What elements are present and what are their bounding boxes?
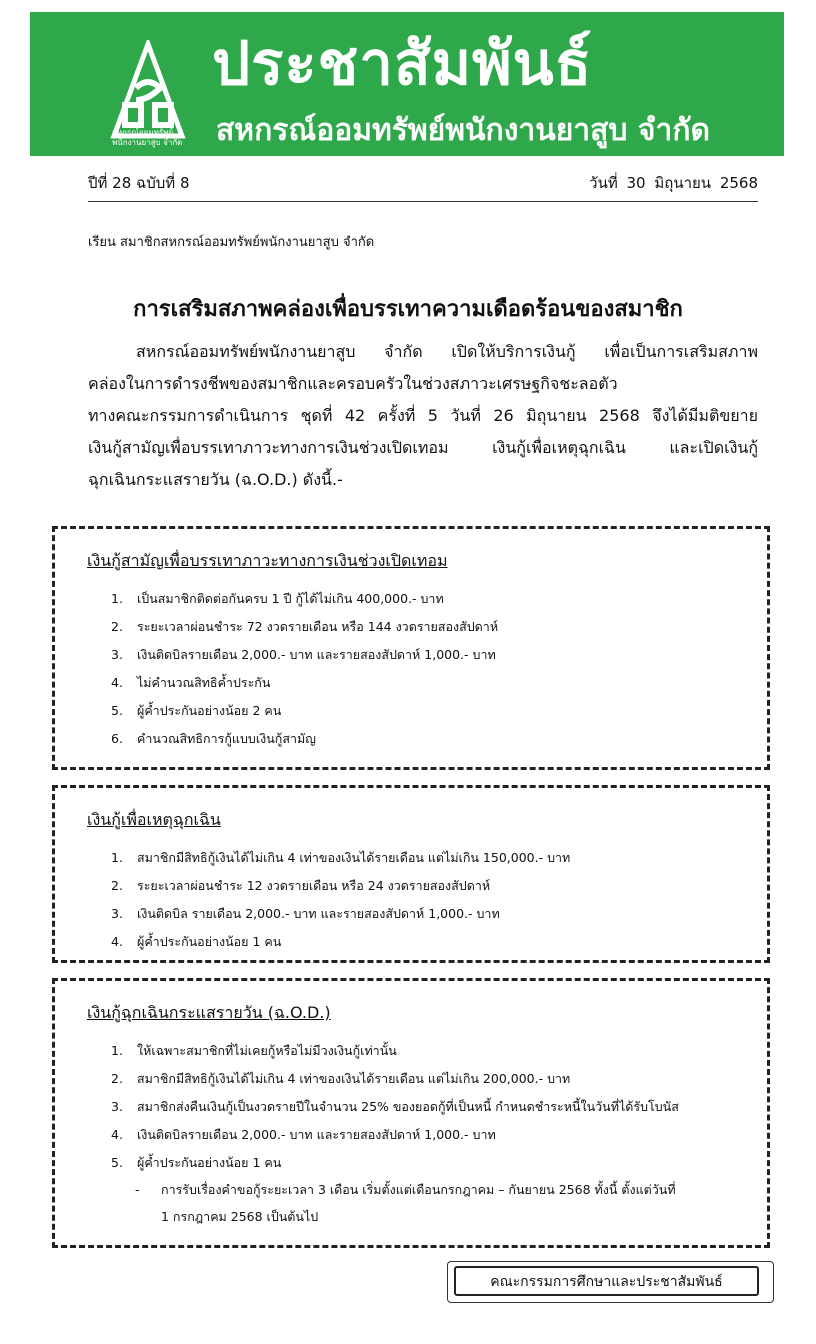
item-number: 2. xyxy=(111,619,123,634)
intro-paragraph xyxy=(88,336,758,496)
list-item xyxy=(111,641,498,669)
intro-line: เงินกู้สามัญเพื่อบรรเทาภาวะทางการเงินช่วงเปิดเทอม เงินกู้เพื่อเหตุฉุกเฉิน และเปิดเงินกู้ xyxy=(88,438,758,457)
section-overdraft-loan xyxy=(52,978,770,1248)
list-item xyxy=(111,669,498,697)
footer-committee: คณะกรรมการศึกษาและประชาสัมพันธ์ xyxy=(454,1266,759,1296)
logo-caption: สหกรณ์ออมทรัพย์ พนักงานยาสูบ จำกัด xyxy=(112,128,183,147)
divider xyxy=(88,201,758,202)
list-item xyxy=(111,1065,679,1093)
issue-volume: ปีที่ 28 ฉบับที่ 8 xyxy=(88,174,190,192)
intro-line: คล่องในการดำรงชีพของสมาชิกและครอบครัวในช่วงสภาวะเศรษฐกิจชะลอตัว xyxy=(88,374,618,393)
item-number: 1. xyxy=(111,591,123,606)
section-list xyxy=(111,844,570,956)
list-item xyxy=(111,725,498,753)
item-number: 5. xyxy=(111,1155,123,1170)
item-number: 1. xyxy=(111,1043,123,1058)
intro-line: ทางคณะกรรมการดำเนินการ ชุดที่ 42 ครั้งที่ 5 วันที่ 26 มิถุนายน 2568 จึงได้มีมติขยาย xyxy=(88,406,758,425)
list-item xyxy=(111,844,570,872)
intro-line: ฉุกเฉินกระแสรายวัน (ฉ.O.D.) ดังนี้.- xyxy=(88,470,343,489)
item-text: สมาชิกส่งคืนเงินกู้เป็นงวดรายปีในจำนวน 25% ของยอดกู้ที่เป็นหนี้ กำหนดชำระหนี้ในวันที่ได้รับโบนัส xyxy=(137,1099,679,1114)
item-text: ระยะเวลาผ่อนชำระ 72 งวดรายเดือน หรือ 144 งวดรายสองสัปดาห์ xyxy=(137,619,499,634)
item-text: เงินติดบิลรายเดือน 2,000.- บาท และรายสองสัปดาห์ 1,000.- บาท xyxy=(137,1127,496,1142)
salutation: เรียน สมาชิกสหกรณ์ออมทรัพย์พนักงานยาสูบ จำกัด xyxy=(88,235,375,250)
item-number: 6. xyxy=(111,731,123,746)
item-text: ให้เฉพาะสมาชิกที่ไม่เคยกู้หรือไม่มีวงเงินกู้เท่านั้น xyxy=(137,1043,397,1058)
item-text: คำนวณสิทธิการกู้แบบเงินกู้สามัญ xyxy=(137,731,316,746)
item-text: ผู้ค้ำประกันอย่างน้อย 1 คน xyxy=(137,934,282,949)
item-number: 3. xyxy=(111,1099,123,1114)
headline: การเสริมสภาพคล่องเพื่อบรรเทาความเดือดร้อนของสมาชิก xyxy=(133,297,683,322)
section-emergency-loan xyxy=(52,785,770,963)
item-text: สมาชิกมีสิทธิกู้เงินได้ไม่เกิน 4 เท่าของเงินได้รายเดือน แต่ไม่เกิน 150,000.- บาท xyxy=(137,850,571,865)
list-item xyxy=(111,928,570,956)
issue-info xyxy=(88,168,758,198)
banner-subtitle: สหกรณ์ออมทรัพย์พนักงานยาสูบ จำกัด xyxy=(216,113,710,148)
list-item xyxy=(111,1121,679,1149)
item-text: ระยะเวลาผ่อนชำระ 12 งวดรายเดือน หรือ 24 งวดรายสองสัปดาห์ xyxy=(137,878,491,893)
intro-line: สหกรณ์ออมทรัพย์พนักงานยาสูบ จำกัด เปิดให้บริการเงินกู้ เพื่อเป็นการเสริมสภาพ xyxy=(136,342,758,361)
list-item xyxy=(111,1037,679,1065)
item-text: ไม่คำนวณสิทธิค้ำประกัน xyxy=(137,675,271,690)
list-item xyxy=(111,1149,679,1177)
footer-signature-box xyxy=(447,1261,774,1303)
header-banner xyxy=(30,12,784,156)
item-number: 2. xyxy=(111,878,123,893)
note-text: 1 กรกฎาคม 2568 เป็นต้นไป xyxy=(161,1209,319,1224)
item-number: 1. xyxy=(111,850,123,865)
list-item xyxy=(111,872,570,900)
list-note xyxy=(111,1177,679,1203)
item-number: 3. xyxy=(111,906,123,921)
item-number: 4. xyxy=(111,1127,123,1142)
section-title: เงินกู้สามัญเพื่อบรรเทาภาวะทางการเงินช่วงเปิดเทอม xyxy=(87,551,448,570)
item-text: เงินติดบิล รายเดือน 2,000.- บาท และรายสองสัปดาห์ 1,000.- บาท xyxy=(137,906,500,921)
section-title: เงินกู้ฉุกเฉินกระแสรายวัน (ฉ.O.D.) xyxy=(87,1003,331,1022)
item-number: 5. xyxy=(111,703,123,718)
list-item xyxy=(111,900,570,928)
list-item xyxy=(111,1093,679,1121)
note-dash: - xyxy=(135,1182,140,1197)
note-text: การรับเรื่องคำขอกู้ระยะเวลา 3 เดือน เริ่มตั้งแต่เดือนกรกฎาคม – กันยายน 2568 ทั้งนี้ ตั้งแต่วันที่ xyxy=(161,1182,676,1197)
issue-date: วันที่ 30 มิถุนายน 2568 xyxy=(589,174,758,192)
item-text: เป็นสมาชิกติดต่อกันครบ 1 ปี กู้ได้ไม่เกิน 400,000.- บาท xyxy=(137,591,444,606)
item-number: 4. xyxy=(111,934,123,949)
section-title: เงินกู้เพื่อเหตุฉุกเฉิน xyxy=(87,810,221,829)
list-item xyxy=(111,613,498,641)
item-text: สมาชิกมีสิทธิกู้เงินได้ไม่เกิน 4 เท่าของเงินได้รายเดือน แต่ไม่เกิน 200,000.- บาท xyxy=(137,1071,571,1086)
item-number: 2. xyxy=(111,1071,123,1086)
list-item xyxy=(111,585,498,613)
section-regular-loan xyxy=(52,526,770,770)
list-note-continued xyxy=(111,1203,679,1231)
item-text: ผู้ค้ำประกันอย่างน้อย 1 คน xyxy=(137,1155,282,1170)
section-list xyxy=(111,585,498,753)
item-number: 3. xyxy=(111,647,123,662)
item-number: 4. xyxy=(111,675,123,690)
list-item xyxy=(111,697,498,725)
item-text: เงินติดบิลรายเดือน 2,000.- บาท และรายสองสัปดาห์ 1,000.- บาท xyxy=(137,647,496,662)
section-list xyxy=(111,1037,679,1231)
banner-title: ประชาสัมพันธ์ xyxy=(212,29,593,99)
item-text: ผู้ค้ำประกันอย่างน้อย 2 คน xyxy=(137,703,282,718)
